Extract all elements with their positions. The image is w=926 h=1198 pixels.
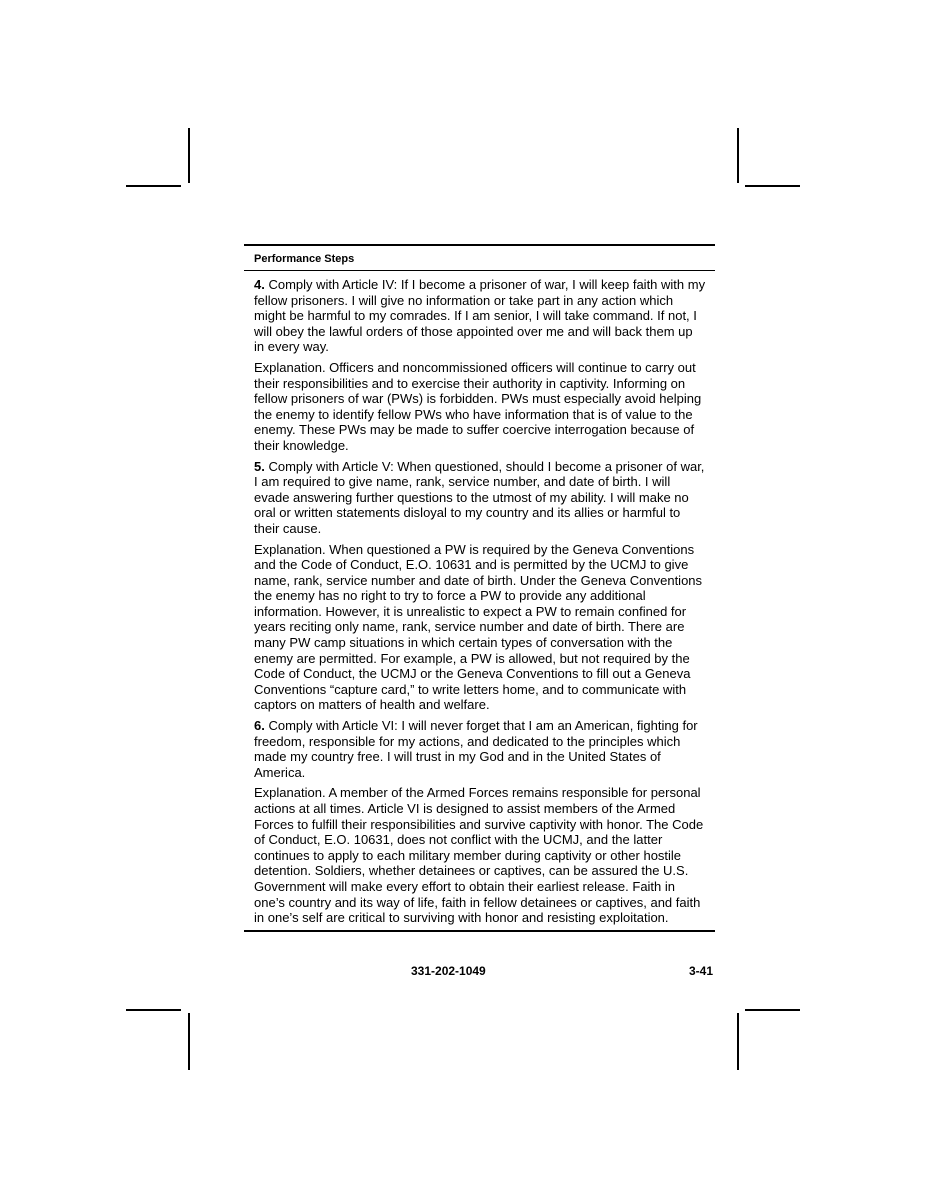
crop-mark-bottom-right-vertical: [737, 1013, 739, 1070]
crop-mark-bottom-right-horizontal: [745, 1009, 800, 1011]
step-6: [254, 718, 706, 780]
step-number: 5.: [254, 458, 265, 474]
step-5: [254, 459, 706, 537]
crop-mark-top-left-vertical: [188, 128, 190, 183]
step-5-explanation: Explanation. When questioned a PW is required by the Geneva Conventions and the Code of Conduct, E.O. 10631 and is permitted by the UCMJ to give name, rank, service number and date of birth. Under the Geneva Conventions the enemy has no right to try to force a PW to provide any additional information. However, it is unrealistic to expect a PW to remain confined for years reciting only name, rank, service number and date of birth. There are many PW camp situations in which certain types of conversation with the enemy are permitted. For example, a PW is allowed, but not required by the Code of Conduct, the UCMJ or the Geneva Conventions to fill out a Geneva Conventions “capture card,” to write letters home, and to communicate with captors on matters of health and welfare.: [254, 541, 703, 713]
step-4-explanation: Explanation. Officers and noncommissioned officers will continue to carry out their responsibilities and to exercise their authority in captivity. Informing on fellow prisoners of war (PWs) is forbidden. PWs must especially avoid helping the enemy to identify fellow PWs who have information that is of value to the enemy. These PWs may be made to suffer coercive interrogation because of their knowledge.: [254, 359, 702, 453]
step-text: Comply with Article V: When questioned, should I become a prisoner of war, I am required to give name, rank, service number, and date of birth. I will evade answering further questions to the utmost of my ability. I will make no oral or written statements disloyal to my country and its allies or harmful to their cause.: [254, 458, 705, 536]
page-footer: [244, 964, 715, 980]
table-body: [244, 271, 715, 930]
crop-mark-top-right-vertical: [737, 128, 739, 183]
step-text: Comply with Article IV: If I become a prisoner of war, I will keep faith with my fellow prisoners. I will give no information or take part in any action which might be harmful to my comrades. If I am senior, I will take command. If not, I will obey the lawful orders of those appointed over me and will back them up in every way.: [254, 277, 706, 355]
crop-mark-bottom-left-vertical: [188, 1013, 190, 1070]
table-header: Performance Steps: [254, 253, 355, 265]
crop-mark-top-left-horizontal: [126, 185, 181, 187]
crop-mark-top-right-horizontal: [745, 185, 800, 187]
table-bottom-rule: [244, 930, 715, 932]
document-number: 331-202-1049: [411, 964, 486, 978]
step-4: [254, 277, 706, 355]
crop-mark-bottom-left-horizontal: [126, 1009, 181, 1011]
step-number: 4.: [254, 277, 265, 292]
step-number: 6.: [254, 718, 265, 734]
step-6-explanation: Explanation. A member of the Armed Forces remains responsible for personal actions at all times. Article VI is designed to assist members of the Armed Forces to fulfill their responsibilities and survive captivity with honor. The Code of Conduct, E.O. 10631, does not conflict with the UCMJ, and the latter continues to apply to each military member during captivity or other hostile detention. Soldiers, whether detainees or captives, can be assured the U.S. Government will make every effort to obtain their earliest release. Faith in one’s country and its way of life, faith in fellow detainees or captives, and faith in one’s self are critical to surviving with honor and resisting exploitation.: [254, 785, 704, 926]
step-text: Comply with Article VI: I will never forget that I am an American, fighting for freedom, responsible for my actions, and dedicated to the principles which made my country free. I will trust in my God and in the United States of America.: [254, 718, 698, 780]
page-number: 3-41: [688, 964, 713, 978]
performance-steps-table: [244, 244, 715, 932]
